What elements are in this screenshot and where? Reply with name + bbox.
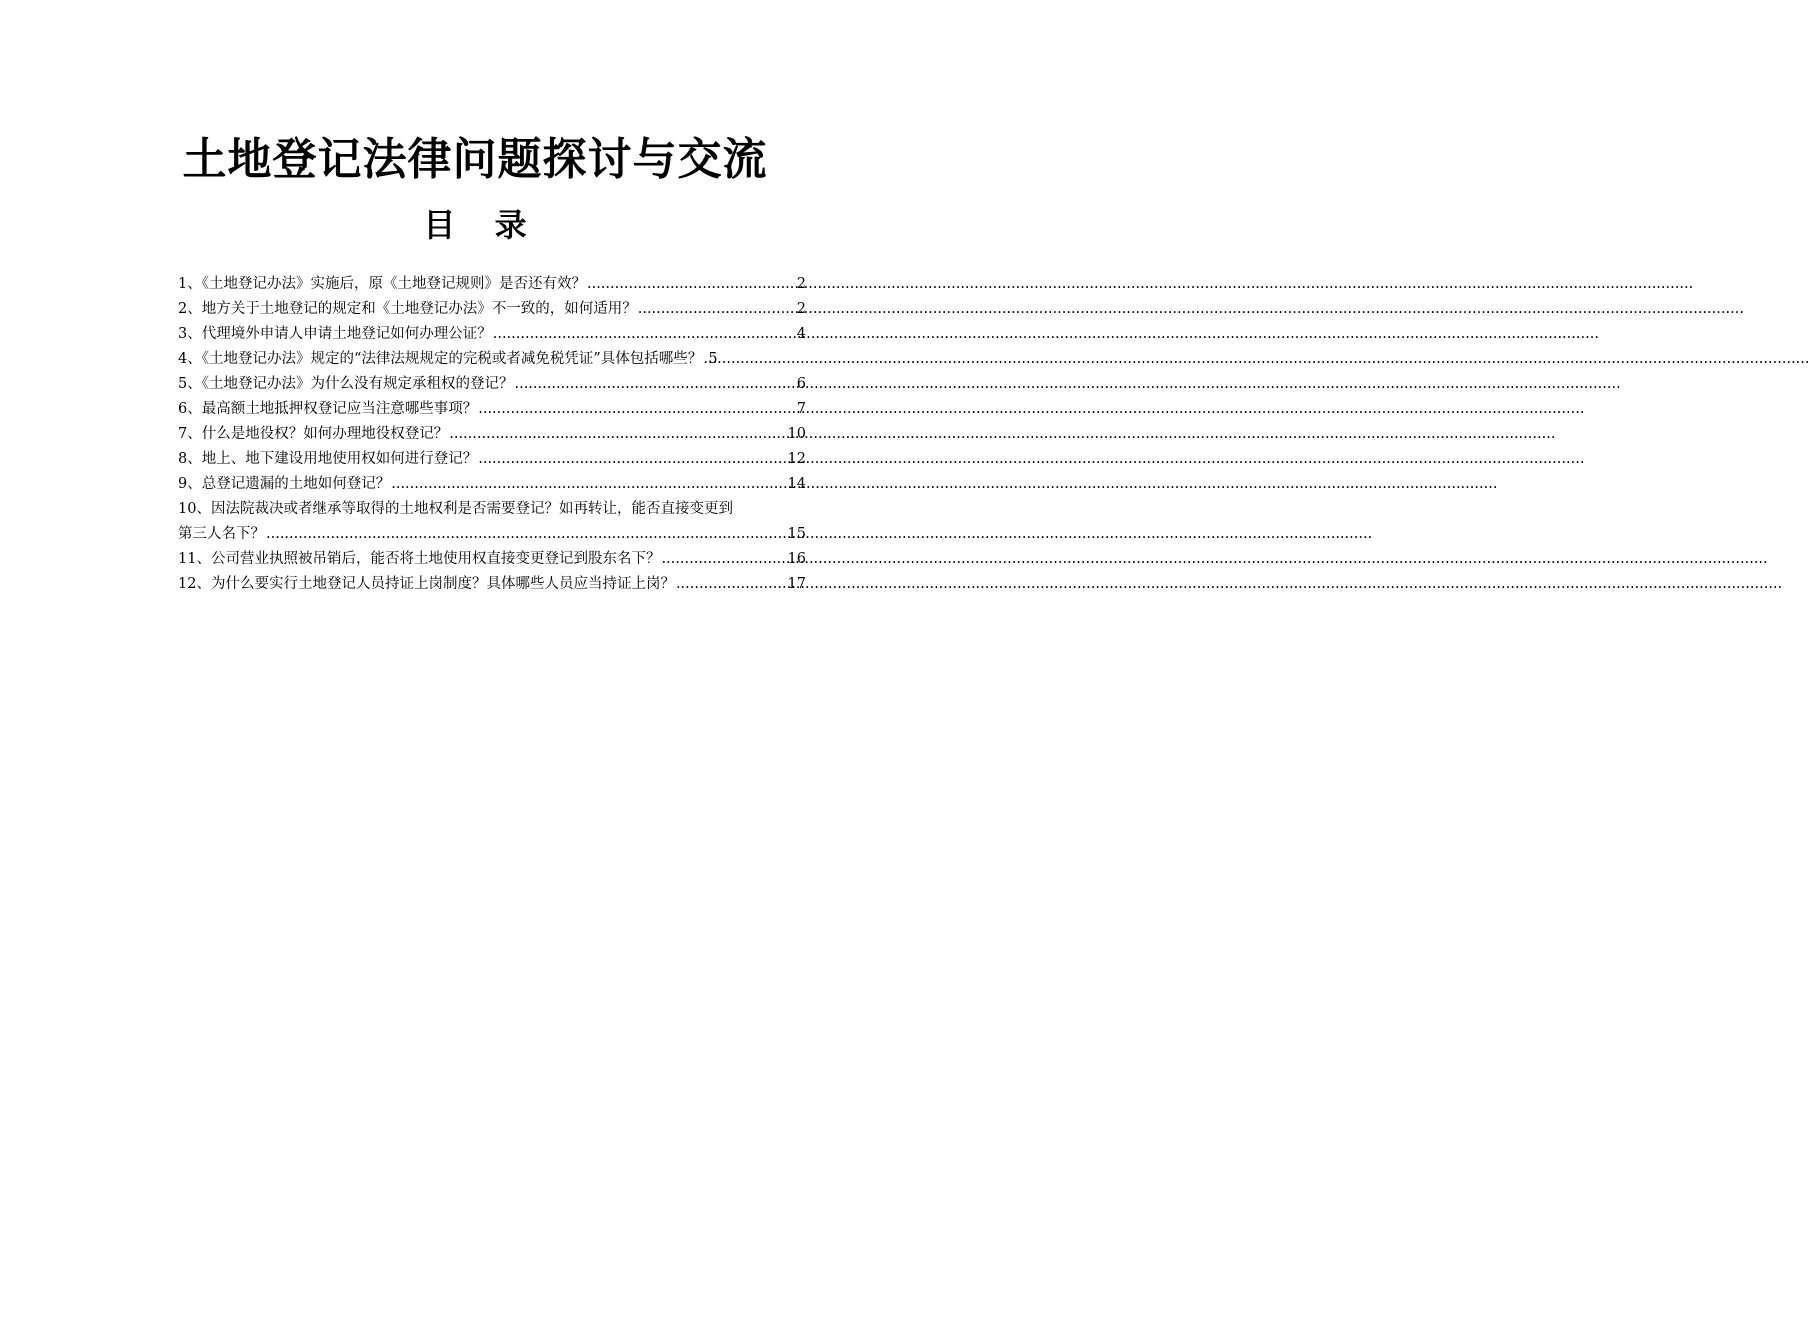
toc-leader-dots [449,422,786,447]
toc-entry-6[interactable] [178,397,806,422]
toc-page-number: 17 [787,576,806,592]
toc-leader-dots [703,347,707,372]
toc-entry-text: 7、什么是地役权？如何办理地役权登记？ [178,426,449,442]
toc-entry-text: 5、《土地登记办法》为什么没有规定承租权的登记？ [178,376,514,392]
toc-entry-text: 3、代理境外申请人申请土地登记如何办理公证？ [178,326,492,342]
toc-page-number: 4 [796,326,806,342]
toc-entry-3[interactable] [178,322,806,347]
toc-entry-text: 12、为什么要实行土地登记人员持证上岗制度？具体哪些人员应当持证上岗？ [178,576,675,592]
toc-page-number: 7 [796,401,806,417]
toc-entry-text-continued: 第三人名下？ [178,526,265,542]
toc-page-number: 6 [796,376,806,392]
toc-page-number: 2 [796,301,806,317]
toc-entry-text: 2、地方关于土地登记的规定和《土地登记办法》不一致的，如何适用？ [178,301,637,317]
toc-leader-dots [514,372,795,397]
toc-entry-5[interactable] [178,372,806,397]
toc-page-number: 12 [787,451,806,467]
toc-entry-text: 4、《土地登记办法》规定的“法律法规规定的完税或者减免税凭证”具体包括哪些？ [178,351,703,367]
toc-leader-dots [478,447,786,472]
toc-leader-dots [493,322,796,347]
toc-leader-dots [587,272,796,297]
toc-page-number: 15 [787,526,806,542]
toc-entry-10[interactable] [178,497,806,547]
toc-entry-1[interactable] [178,272,806,297]
toc-entry-text: 10、因法院裁决或者继承等取得的土地权利是否需要登记？如再转让，能否直接变更到 [178,501,733,517]
toc-leader-dots [391,472,786,497]
table-of-contents [178,272,806,597]
toc-entry-text: 6、最高额土地抵押权登记应当注意哪些事项？ [178,401,478,417]
toc-leader-dots [676,572,787,597]
toc-page-number: 10 [787,426,806,442]
toc-entry-text: 1、《土地登记办法》实施后，原《土地登记规则》是否还有效？ [178,276,586,292]
toc-entry-4[interactable] [178,347,806,372]
toc-entry-text: 11、公司营业执照被吊销后，能否将土地使用权直接变更登记到股东名下？ [178,551,661,567]
toc-entry-text: 8、地上、地下建设用地使用权如何进行登记？ [178,451,478,467]
toc-page-number: 5 [708,351,718,367]
toc-leader-dots [478,397,796,422]
toc-leader-dots [638,297,796,322]
toc-entry-8[interactable] [178,447,806,472]
toc-entry-12[interactable] [178,572,806,597]
toc-entry-11[interactable] [178,547,806,572]
toc-entry-text: 9、总登记遗漏的土地如何登记？ [178,476,391,492]
toc-leader-dots [661,547,786,572]
toc-page-number: 14 [787,476,806,492]
document-title: 土地登记法律问题探讨与交流 [182,134,768,185]
toc-page-number: 2 [796,276,806,292]
toc-leader-dots [266,522,787,547]
toc-entry-2[interactable] [178,297,806,322]
toc-page-number: 16 [787,551,806,567]
toc-heading: 目 录 [423,206,541,244]
toc-entry-9[interactable] [178,472,806,497]
toc-entry-7[interactable] [178,422,806,447]
